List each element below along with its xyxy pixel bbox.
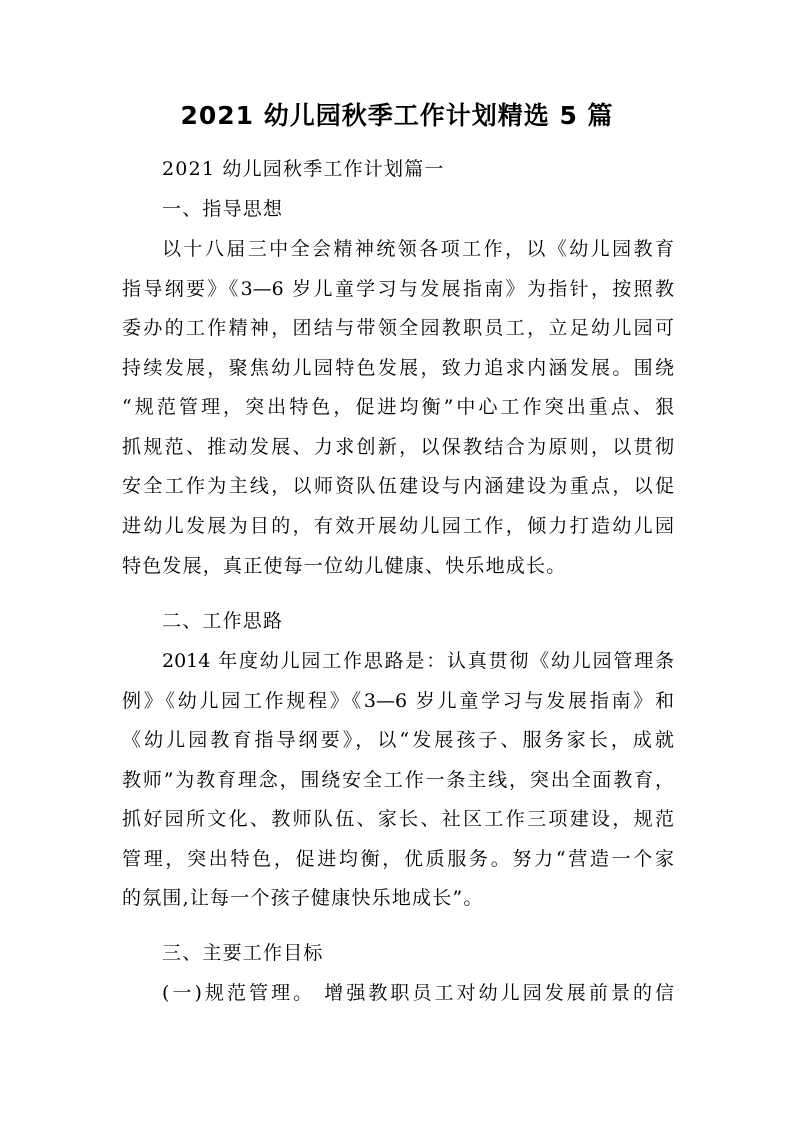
paragraph-line: 指导纲要》《3—6 岁儿童学习与发展指南》为指针，按照教	[122, 278, 674, 300]
paragraph-line: 教师”为教育理念，围绕安全工作一条主线，突出全面教育，	[122, 769, 674, 791]
document-title: 2021 幼儿园秋季工作计划精选 5 篇	[180, 101, 614, 130]
section-heading: 二、工作思路	[162, 610, 284, 632]
paragraph-line: 抓好园所文化、教师队伍、家长、社区工作三项建设，规范	[122, 808, 674, 830]
paragraph-line: (一)规范管理。 增强教职员工对幼儿园发展前景的信	[162, 982, 674, 1004]
paragraph-line: “规范管理，突出特色，促进均衡”中心工作突出重点、狠	[122, 396, 674, 418]
paragraph-line: 特色发展，真正使每一位幼儿健康、快乐地成长。	[122, 555, 567, 577]
paragraph-line: 委办的工作精神，团结与带领全园教职员工，立足幼儿园可	[122, 317, 674, 339]
paragraph-line: 的氛围,让每一个孩子健康快乐地成长”。	[122, 887, 484, 909]
paragraph-line: 2014 年度幼儿园工作思路是：认真贯彻《幼儿园管理条	[162, 650, 674, 672]
section-heading: 一、指导思想	[162, 198, 284, 220]
paragraph-line: 持续发展，聚焦幼儿园特色发展，致力追求内涵发展。围绕	[122, 357, 674, 379]
paragraph-line: 例》《幼儿园工作规程》《3—6 岁儿童学习与发展指南》和	[122, 690, 674, 712]
section-heading: 三、主要工作目标	[162, 942, 324, 964]
paragraph-line: 管理，突出特色，促进均衡，优质服务。努力“营造一个家	[122, 848, 674, 870]
paragraph-line: 进幼儿发展为目的，有效开展幼儿园工作，倾力打造幼儿园	[122, 515, 674, 537]
paragraph-line: 《幼儿园教育指导纲要》，以“发展孩子、服务家长，成就	[122, 729, 674, 751]
paragraph-line: 以十八届三中全会精神统领各项工作，以《幼儿园教育	[162, 238, 674, 260]
section-heading: 2021 幼儿园秋季工作计划篇一	[162, 158, 445, 180]
paragraph-line: 抓规范、推动发展、力求创新，以保教结合为原则，以贯彻	[122, 436, 674, 458]
paragraph-line: 安全工作为主线，以师资队伍建设与内涵建设为重点，以促	[122, 475, 674, 497]
